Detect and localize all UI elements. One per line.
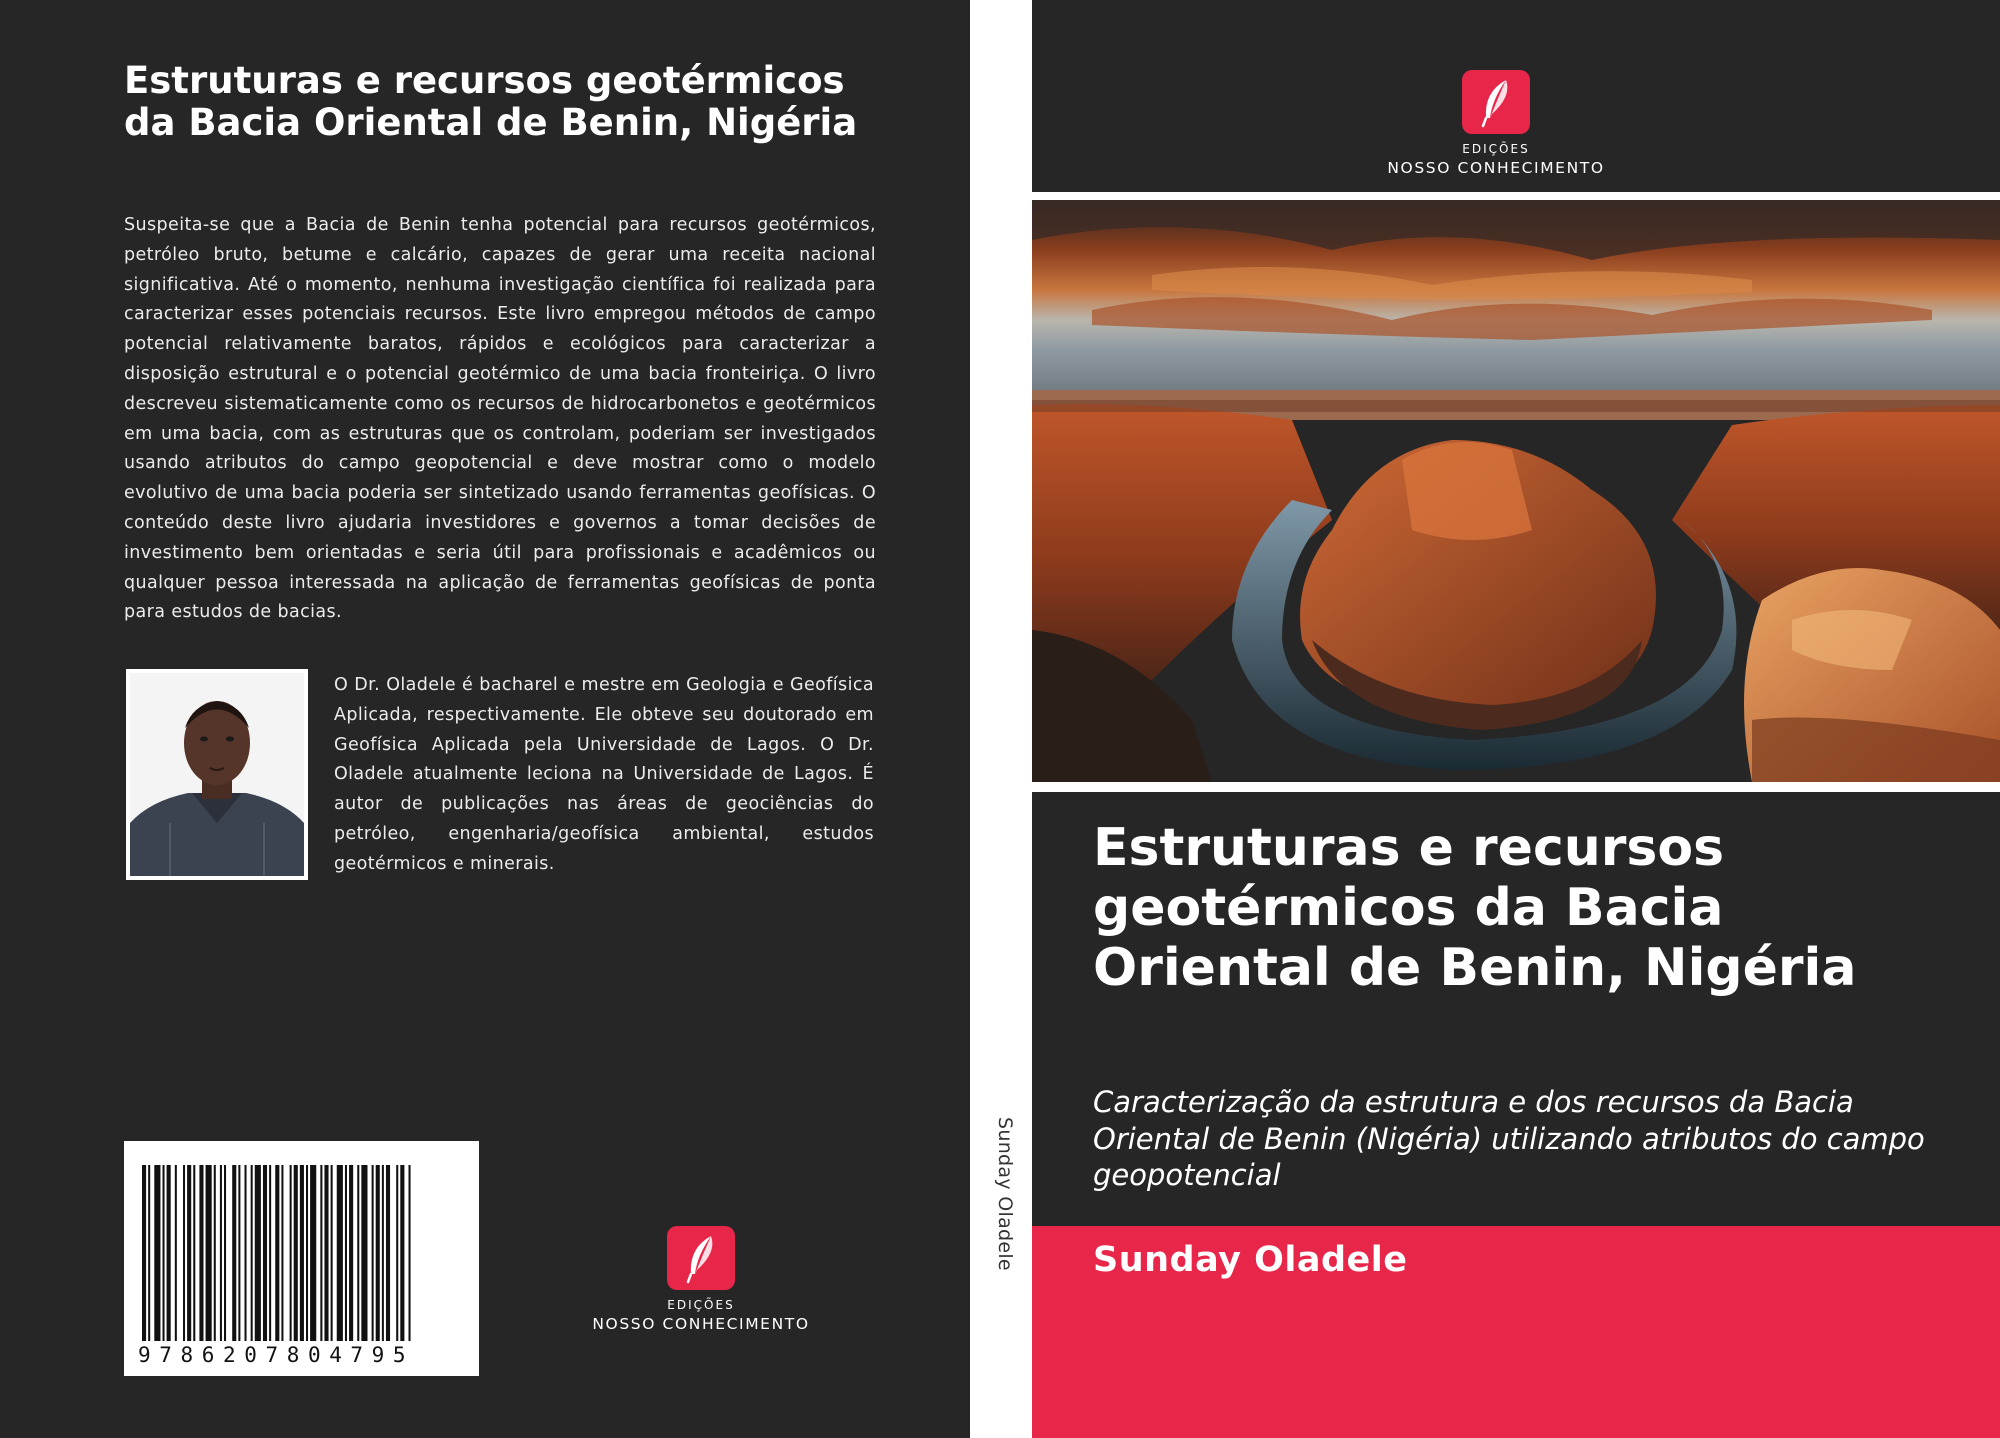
spine — [970, 0, 1032, 1438]
barcode-bar — [187, 1165, 191, 1341]
barcode-bar — [263, 1165, 267, 1341]
barcode-bar — [310, 1165, 316, 1341]
barcode-bar — [148, 1165, 150, 1341]
barcode-bar — [320, 1165, 322, 1341]
quill-icon — [667, 1226, 735, 1290]
back-cover-blurb: Suspeita-se que a Bacia de Benin tenha potencial para recursos geotérmicos, petróleo bruto, betume e calcário, capazes de gerar uma receita nacional significativa. Até o momento, nenhuma investigação científica foi realizada para caracterizar esses potenciais recursos. Este livro empregou métodos de campo potencial relativamente baratos, rápidos e ecológicos para caracterizar a disposição estrutural e o potencial geotérmico de uma bacia fronteiriça. O livro descreveu sistematicamente como os recursos de hidrocarbonetos e geotérmicos em uma bacia, com as estruturas que os controlam, poderiam ser investigados usando atributos do campo geopotencial e deve mostrar como o modelo evolutivo de uma bacia poderia ser sintetizado usando ferramentas geofísicas. O conteúdo deste livro ajudaria investidores e governos a tomar decisões de investimento bem orientadas e seria útil para profissionais e acadêmicos ou qualquer pessoa interessada na aplicação de ferramentas geofísicas de ponta para estudos de bacias. — [124, 215, 876, 623]
barcode-bar — [163, 1165, 165, 1341]
author-photo — [126, 669, 308, 880]
barcode-bar — [232, 1165, 236, 1341]
barcode-bar — [386, 1165, 390, 1341]
front-cover-author: Sunday Oladele — [1093, 1240, 1408, 1280]
publisher-logo-front — [1378, 70, 1614, 177]
barcode-bar — [372, 1165, 374, 1341]
barcode-bar — [251, 1165, 253, 1341]
barcode-bar — [224, 1165, 226, 1341]
barcode-bar — [361, 1165, 367, 1341]
publisher-line2: NOSSO CONHECIMENTO — [592, 1315, 810, 1333]
barcode-bar — [306, 1165, 308, 1341]
barcode-bar — [245, 1165, 247, 1341]
divider-top — [1032, 192, 2000, 200]
front-cover-subtitle: Caracterização da estrutura e dos recursos da Bacia Oriental de Benin (Nigéria) utilizando atributos do campo geopotencial — [1093, 1085, 1925, 1192]
barcode-bar — [357, 1165, 359, 1341]
front-cover-title: Estruturas e recursos geotérmicos da Bacia Oriental de Benin, Nigéria — [1093, 818, 1857, 998]
barcode-bar — [396, 1165, 398, 1341]
barcode — [124, 1141, 479, 1376]
barcode-bar — [275, 1165, 279, 1341]
barcode-bar — [214, 1165, 216, 1341]
publisher-line1: EDIÇÕES — [667, 1298, 735, 1312]
barcode-bar — [300, 1165, 304, 1341]
barcode-bar — [290, 1165, 292, 1341]
barcode-bar — [349, 1165, 353, 1341]
barcode-bar — [409, 1165, 411, 1341]
barcode-bar — [281, 1165, 283, 1341]
barcode-bar — [220, 1165, 222, 1341]
back-cover — [0, 0, 970, 1438]
barcode-bar — [183, 1165, 185, 1341]
divider-bottom — [1032, 782, 2000, 792]
front-cover — [1032, 0, 2000, 1438]
quill-icon — [1462, 70, 1530, 134]
barcode-bar — [255, 1165, 261, 1341]
author-bio: O Dr. Oladele é bacharel e mestre em Geologia e Geofísica Aplicada, respectivamente. Ele obteve seu doutorado em Geofísica Aplicada pela Universidade de Lagos. O Dr. Oladele atualmente leciona na Universidade de Lagos. É autor de publicações nas áreas de geociências do petróleo, engenharia/geofísica ambiental, estudos geotérmicos e minerais. — [334, 675, 874, 874]
barcode-bar — [193, 1165, 195, 1341]
barcode-bar — [175, 1165, 177, 1341]
barcode-bar — [142, 1165, 146, 1341]
publisher-logo-back — [583, 1226, 819, 1333]
barcode-bar — [206, 1165, 212, 1341]
barcode-bar — [400, 1165, 404, 1341]
spine-author: Sunday Oladele — [994, 1117, 1016, 1271]
publisher-line2: NOSSO CONHECIMENTO — [1387, 159, 1605, 177]
barcode-bar — [269, 1165, 271, 1341]
back-cover-title: Estruturas e recursos geotérmicos da Bacia Oriental de Benin, Nigéria — [124, 59, 858, 144]
barcode-bar — [345, 1165, 347, 1341]
barcode-bar — [154, 1165, 160, 1341]
author-band — [1032, 1226, 2000, 1438]
barcode-bar — [376, 1165, 380, 1341]
barcode-bar — [331, 1165, 333, 1341]
front-header — [1032, 0, 2000, 192]
barcode-bar — [294, 1165, 298, 1341]
barcode-bar — [324, 1165, 328, 1341]
isbn-number: 9786207804795 — [138, 1343, 415, 1367]
barcode-bar — [382, 1165, 384, 1341]
barcode-bar — [337, 1165, 343, 1341]
publisher-line1: EDIÇÕES — [1462, 142, 1530, 156]
barcode-bar — [167, 1165, 171, 1341]
barcode-bar — [238, 1165, 240, 1341]
barcode-bar — [199, 1165, 203, 1341]
canyon-photo — [1032, 200, 2000, 782]
